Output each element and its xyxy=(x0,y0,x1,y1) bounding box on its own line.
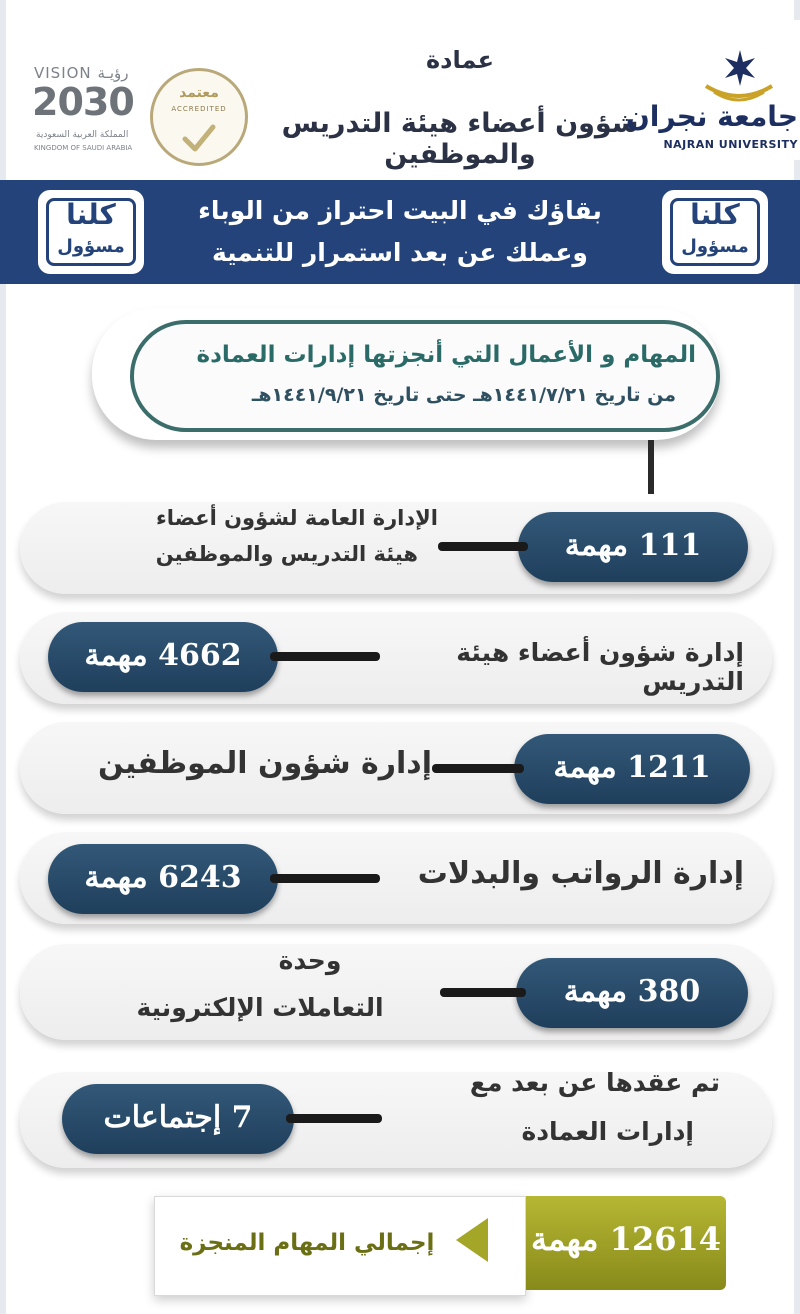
stat-label xyxy=(80,946,440,1022)
stat-label: إدارة شؤون الموظفين xyxy=(98,746,432,781)
stat-value: 111 مهمة xyxy=(564,528,702,563)
slogan-line1: بقاؤك في البيت احتراز من الوباء xyxy=(198,196,602,225)
accredited-ar: معتمد xyxy=(179,85,219,101)
stat-value: 7 إجتماعات xyxy=(103,1100,253,1135)
kolna-masool-badge-left xyxy=(38,190,144,274)
connector-line xyxy=(432,764,524,773)
deanship-line1: عمادة xyxy=(426,46,494,74)
stat-row-general-admin xyxy=(20,502,772,594)
check-icon xyxy=(181,121,217,157)
star-icon xyxy=(722,50,758,86)
stat-row-faculty-affairs xyxy=(20,612,772,704)
stat-label-line2: إدارات العمادة xyxy=(521,1117,694,1146)
stat-label-line1: وحدة xyxy=(278,946,342,975)
stat-value: 6243 مهمة xyxy=(84,860,242,895)
stat-label-line2: التعاملات الإلكترونية xyxy=(136,993,384,1022)
slogan-line2: وعملك عن بعد استمرار للتنمية xyxy=(212,238,588,267)
accredited-seal xyxy=(150,68,248,166)
connector-line xyxy=(438,542,528,551)
stat-value-pill xyxy=(48,622,278,692)
title-connector xyxy=(648,440,654,494)
total-label: إجمالي المهام المنجزة xyxy=(179,1230,435,1256)
stat-value-pill xyxy=(514,734,750,804)
connector-line xyxy=(286,1114,382,1123)
connector-line xyxy=(440,988,526,997)
stat-value: 1211 مهمة xyxy=(553,750,711,785)
stat-value-pill xyxy=(62,1084,294,1154)
deanship-line2: شؤون أعضاء هيئة التدريس والموظفين xyxy=(281,108,639,170)
university-name-ar: جامعة نجران xyxy=(625,100,798,133)
stat-value: 380 مهمة xyxy=(563,974,701,1009)
badge-line2: مسؤول xyxy=(681,236,749,257)
stat-label-line1: الإدارة العامة لشؤون أعضاء xyxy=(155,506,438,530)
stat-row-salaries xyxy=(20,832,772,924)
stat-label: إدارة شؤون أعضاء هيئة التدريس xyxy=(456,638,744,696)
stat-value-pill xyxy=(48,844,278,914)
badge-line2: مسؤول xyxy=(57,236,125,257)
stat-label: إدارة الرواتب والبدلات xyxy=(417,856,744,891)
stat-row-e-transactions xyxy=(20,944,772,1040)
vision-year: 2030 xyxy=(32,80,134,124)
badge-line1: كلنا xyxy=(66,198,116,231)
stat-label xyxy=(60,506,438,566)
arrow-left-icon xyxy=(456,1218,488,1262)
najran-university-logo xyxy=(625,50,798,160)
stat-value-pill xyxy=(518,512,748,582)
vision-country-en: KINGDOM OF SAUDI ARABIA xyxy=(34,144,133,152)
stat-label-line2: هيئة التدريس والموظفين xyxy=(155,542,418,566)
badge-line1: كلنا xyxy=(690,198,740,231)
slogan-banner xyxy=(0,180,800,284)
university-name-en: NAJRAN UNIVERSITY xyxy=(663,138,798,151)
vision-country-ar: المملكة العربية السعودية xyxy=(36,130,129,140)
stat-row-meetings xyxy=(20,1068,772,1168)
stat-value-pill xyxy=(516,958,748,1028)
stat-label xyxy=(390,1068,720,1146)
total-value-box xyxy=(526,1196,726,1290)
header xyxy=(10,20,800,170)
title-period: من تاريخ ١٤٤١/٧/٢١هـ حتى تاريخ ١٤٤١/٩/٢١هـ xyxy=(251,384,676,406)
vision-2030-logo xyxy=(28,64,146,160)
vision-label: VISION رؤيـة xyxy=(34,64,129,82)
stat-row-staff-affairs xyxy=(20,722,772,814)
total-value: 12614 مهمة xyxy=(530,1220,721,1258)
stat-value: 4662 مهمة xyxy=(84,638,242,673)
kolna-masool-badge-right xyxy=(662,190,768,274)
accredited-en: ACCREDITED xyxy=(171,105,227,113)
title-heading: المهام و الأعمال التي أنجزتها إدارات العمادة xyxy=(196,342,696,368)
stat-label-line1: تم عقدها عن بعد مع xyxy=(469,1068,720,1097)
title-box xyxy=(130,320,720,432)
